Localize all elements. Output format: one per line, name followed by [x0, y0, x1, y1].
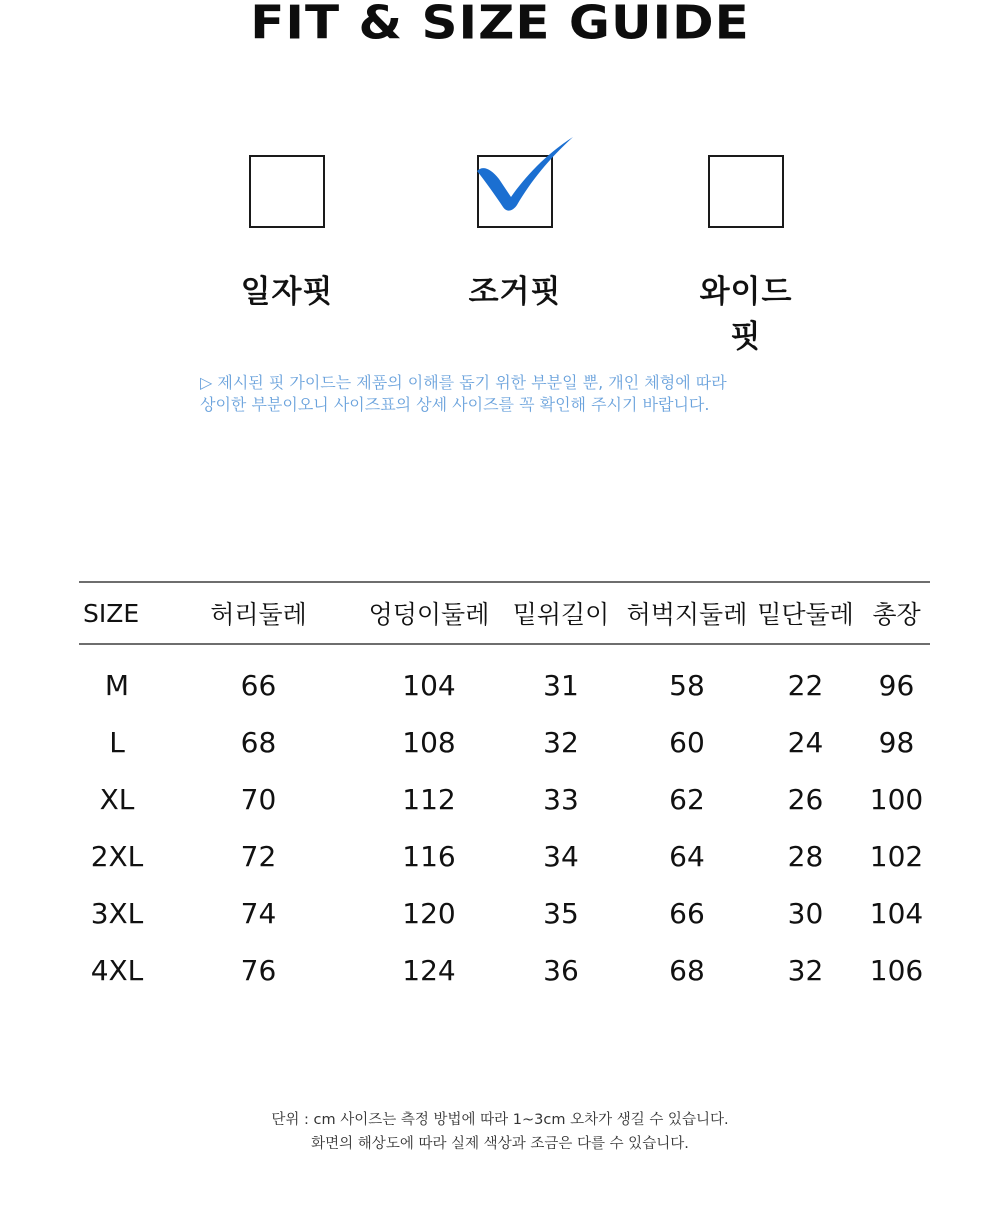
table-row	[79, 714, 930, 771]
thigh-cell: 58	[669, 669, 705, 702]
header-hip: 엉덩이둘레	[362, 582, 496, 644]
hem-cell: 32	[787, 954, 824, 987]
length-cell: 98	[878, 726, 915, 759]
thigh-cell: 66	[669, 897, 705, 930]
header-waist: 허리둘레	[155, 582, 362, 644]
hip-cell: 116	[402, 840, 456, 873]
length-cell: 106	[869, 954, 924, 987]
footnote	[0, 1108, 1000, 1156]
size-cell: XL	[99, 783, 135, 816]
notice-line-1: ▷ 제시된 핏 가이드는 제품의 이해를 돕기 위한 부분일 뿐, 개인 체형에 따라	[200, 373, 727, 392]
header-size: SIZE	[79, 582, 155, 644]
page-title: FIT & SIZE GUIDE	[250, 0, 750, 50]
waist-cell: 68	[240, 726, 277, 759]
notice-line-2: 상이한 부분이오니 사이즈표의 상세 사이즈를 꼭 확인해 주시기 바랍니다.	[200, 395, 710, 414]
waist-cell: 76	[240, 954, 277, 987]
waist-cell: 74	[240, 897, 277, 930]
fit-checkbox-jogger	[477, 155, 553, 228]
hip-cell: 104	[402, 669, 456, 702]
fit-label-straight: 일자핏	[240, 274, 334, 310]
checkmark-icon	[473, 135, 577, 217]
hem-cell: 30	[787, 897, 824, 930]
length-cell: 100	[869, 783, 924, 816]
rise-cell: 31	[543, 669, 579, 702]
thigh-cell: 62	[669, 783, 705, 816]
table-row	[79, 828, 930, 885]
fit-label-wide: 와이드핏	[699, 274, 793, 355]
fit-label-jogger: 조거핏	[468, 274, 562, 310]
fit-guide-notice	[200, 372, 820, 416]
hip-cell: 112	[402, 783, 456, 816]
size-cell: M	[104, 669, 130, 702]
hem-cell: 22	[787, 669, 824, 702]
footnote-line-1: 단위 : cm 사이즈는 측정 방법에 따라 1~3cm 오차가 생길 수 있습니다.	[271, 1112, 729, 1128]
rise-cell: 36	[543, 954, 579, 987]
fit-option-wide	[686, 150, 806, 356]
thigh-cell: 68	[669, 954, 705, 987]
size-cell: 2XL	[90, 840, 144, 873]
fit-checkbox-wide	[708, 155, 784, 228]
waist-cell: 70	[240, 783, 277, 816]
length-cell: 102	[869, 840, 924, 873]
hem-cell: 26	[787, 783, 824, 816]
fit-option-straight	[227, 150, 347, 311]
table-row	[79, 771, 930, 828]
length-cell: 96	[878, 669, 915, 702]
rise-cell: 35	[543, 897, 579, 930]
fit-checkbox-straight	[249, 155, 325, 228]
size-cell: 3XL	[90, 897, 144, 930]
size-table	[79, 581, 930, 999]
thigh-cell: 64	[669, 840, 705, 873]
table-row	[79, 644, 930, 714]
rise-cell: 34	[543, 840, 579, 873]
rise-cell: 33	[543, 783, 579, 816]
header-length: 총장	[863, 582, 930, 644]
hip-cell: 120	[402, 897, 456, 930]
size-table-header	[79, 582, 930, 644]
waist-cell: 66	[240, 669, 277, 702]
table-row	[79, 942, 930, 999]
fit-option-jogger	[455, 150, 575, 311]
header-hem: 밑단둘레	[748, 582, 863, 644]
length-cell: 104	[869, 897, 924, 930]
thigh-cell: 60	[669, 726, 705, 759]
rise-cell: 32	[543, 726, 579, 759]
header-rise: 밑위길이	[496, 582, 626, 644]
hem-cell: 24	[787, 726, 824, 759]
header-thigh: 허벅지둘레	[626, 582, 748, 644]
table-row	[79, 885, 930, 942]
size-cell: 4XL	[90, 954, 144, 987]
waist-cell: 72	[240, 840, 277, 873]
hip-cell: 108	[402, 726, 456, 759]
hip-cell: 124	[402, 954, 456, 987]
hem-cell: 28	[787, 840, 824, 873]
footnote-line-2: 화면의 해상도에 따라 실제 색상과 조금은 다를 수 있습니다.	[311, 1136, 689, 1152]
size-cell: L	[109, 726, 125, 759]
